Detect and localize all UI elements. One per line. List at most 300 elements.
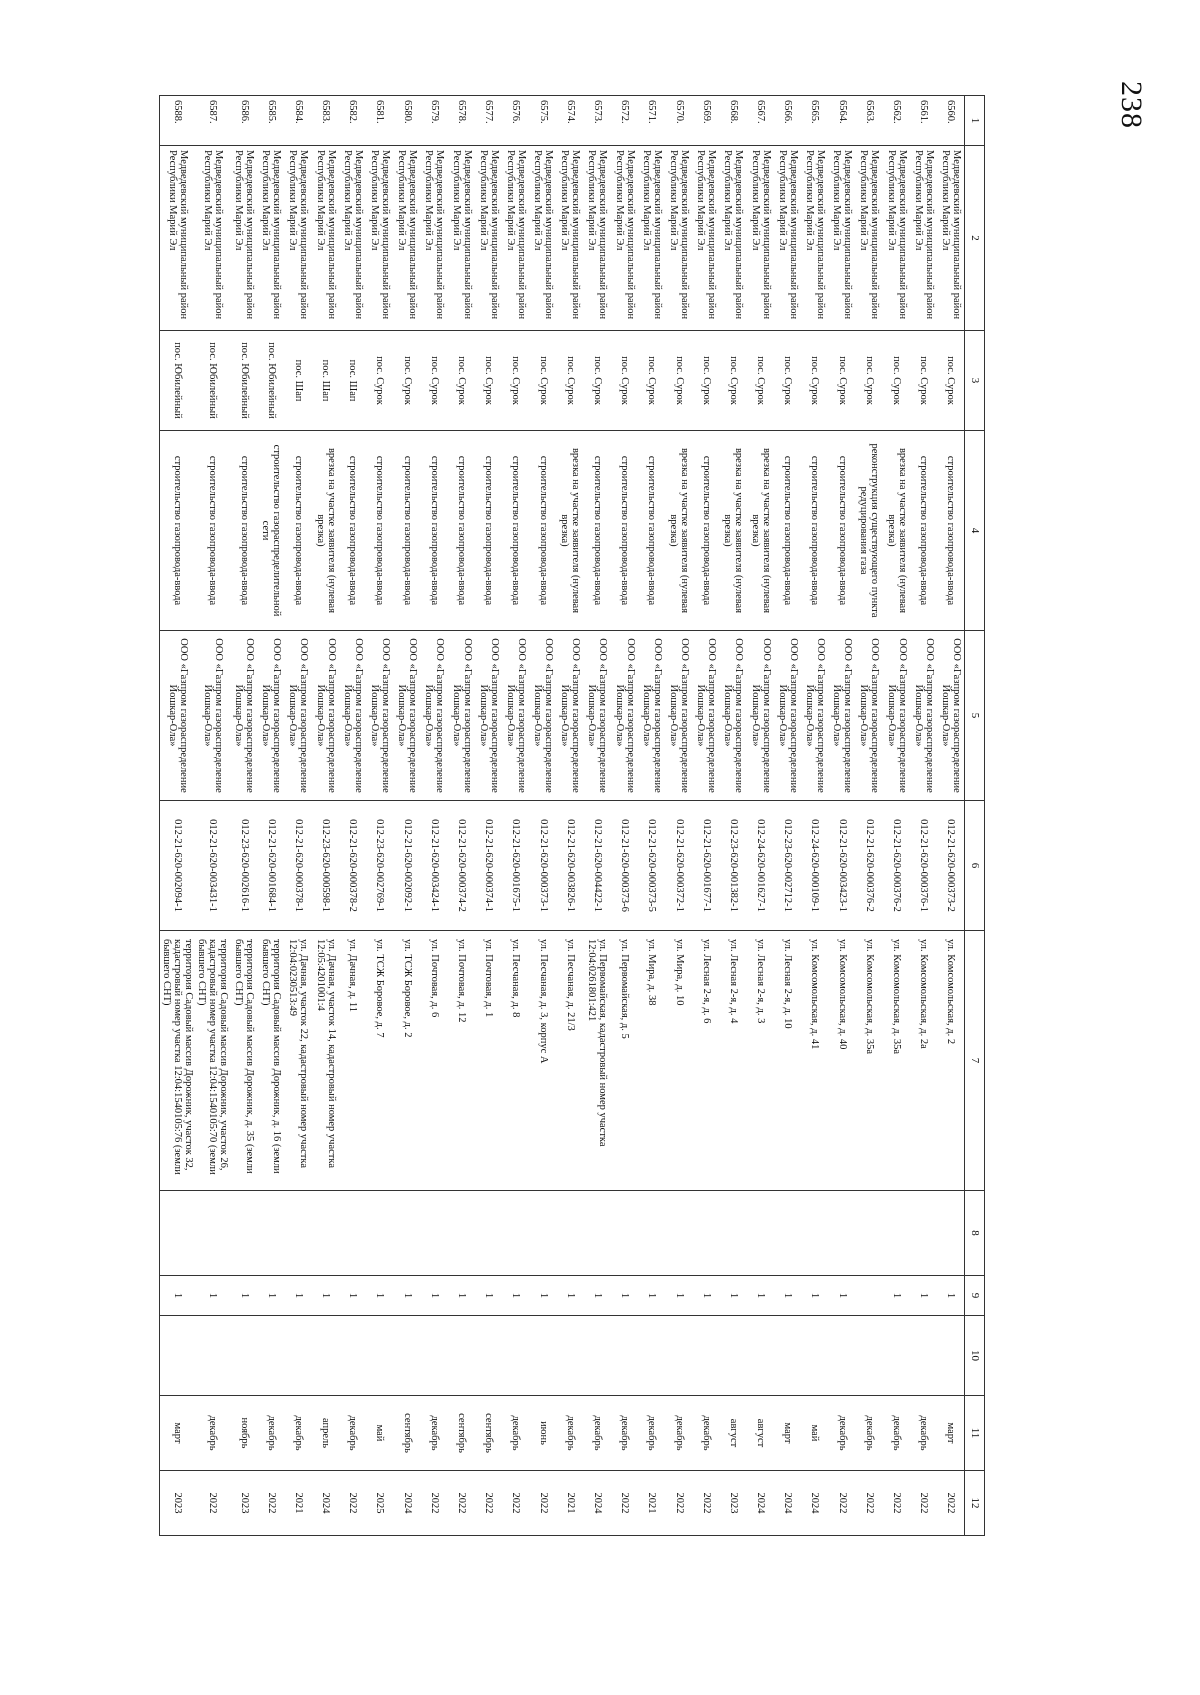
- cell-row-number: 6583.: [312, 96, 339, 146]
- cell-year: 2022: [937, 1471, 964, 1536]
- cell-row-number: 6563.: [856, 96, 883, 146]
- table-row: [665, 96, 692, 1536]
- cell-col-8: [665, 1191, 692, 1276]
- cell-year: 2022: [611, 1471, 638, 1536]
- cell-count: 1: [557, 1276, 584, 1316]
- cell-count: 1: [611, 1276, 638, 1316]
- cell-month: декабрь: [638, 1396, 665, 1471]
- column-number-1: 1: [965, 96, 985, 146]
- cell-month: декабрь: [665, 1396, 692, 1471]
- cell-row-number: 6562.: [883, 96, 910, 146]
- cell-address: ул. Песчаная, д. 8: [502, 931, 529, 1191]
- cell-work-type: строительство газопровода-ввода: [611, 431, 638, 631]
- cell-settlement: пос. Сурок: [829, 331, 856, 431]
- cell-row-number: 6584.: [285, 96, 312, 146]
- cell-work-type: строительство газопровода-ввода: [693, 431, 720, 631]
- cell-municipality: Медведевский муниципальный район Республики Марий Эл: [421, 146, 448, 331]
- cell-month: декабрь: [258, 1396, 285, 1471]
- cell-count: 1: [910, 1276, 937, 1316]
- cell-month: декабрь: [339, 1396, 366, 1471]
- cell-address: ул. Дачная, участок 22, кадастровый номер участка 12:04:0230513:49: [285, 931, 312, 1191]
- cell-application-number: 012-21-620-001675-1: [502, 801, 529, 931]
- cell-row-number: 6568.: [720, 96, 747, 146]
- cell-col-8: [856, 1191, 883, 1276]
- cell-col-8: [312, 1191, 339, 1276]
- cell-municipality: Медведевский муниципальный район Республики Марий Эл: [693, 146, 720, 331]
- cell-month: март: [937, 1396, 964, 1471]
- cell-work-type: врезка на участке заявителя (нулевая врезка): [883, 431, 910, 631]
- cell-work-type: врезка на участке заявителя (нулевая врезка): [747, 431, 774, 631]
- cell-organization: ООО «Газпром газораспределение Йошкар-Ола»: [611, 631, 638, 801]
- cell-application-number: 012-21-620-000373-6: [611, 801, 638, 931]
- cell-year: 2024: [747, 1471, 774, 1536]
- cell-count: 1: [937, 1276, 964, 1316]
- cell-address: ул. Комсомольская, д. 40: [829, 931, 856, 1191]
- cell-col-10: [258, 1316, 285, 1396]
- cell-col-8: [230, 1191, 257, 1276]
- cell-month: декабрь: [693, 1396, 720, 1471]
- cell-col-8: [285, 1191, 312, 1276]
- cell-count: 1: [693, 1276, 720, 1316]
- cell-work-type: строительство газопровода-ввода: [394, 431, 421, 631]
- cell-count: 1: [421, 1276, 448, 1316]
- cell-month: декабрь: [856, 1396, 883, 1471]
- cell-municipality: Медведевский муниципальный район Республики Марий Эл: [339, 146, 366, 331]
- cell-organization: ООО «Газпром газораспределение Йошкар-Ола»: [693, 631, 720, 801]
- table-row: [638, 96, 665, 1536]
- cell-settlement: пос. Сурок: [856, 331, 883, 431]
- cell-work-type: строительство газопровода-ввода: [829, 431, 856, 631]
- cell-municipality: Медведевский муниципальный район Республики Марий Эл: [160, 146, 196, 331]
- cell-address: ул. Мира, д. 38: [638, 931, 665, 1191]
- cell-row-number: 6560.: [937, 96, 964, 146]
- cell-municipality: Медведевский муниципальный район Республики Марий Эл: [910, 146, 937, 331]
- cell-year: 2024: [801, 1471, 828, 1536]
- cell-organization: ООО «Газпром газораспределение Йошкар-Ола»: [747, 631, 774, 801]
- cell-year: 2022: [530, 1471, 557, 1536]
- cell-work-type: строительство газопровода-ввода: [160, 431, 196, 631]
- cell-settlement: пос. Сурок: [693, 331, 720, 431]
- cell-settlement: пос. Сурок: [883, 331, 910, 431]
- cell-municipality: Медведевский муниципальный район Республики Марий Эл: [801, 146, 828, 331]
- cell-row-number: 6585.: [258, 96, 285, 146]
- table-row: [421, 96, 448, 1536]
- cell-year: 2023: [720, 1471, 747, 1536]
- cell-address: ул. Дачная, участок 14, кадастровый номер участка 12:05:4201001:4: [312, 931, 339, 1191]
- cell-col-8: [693, 1191, 720, 1276]
- cell-col-10: [160, 1316, 196, 1396]
- cell-work-type: реконструкция существующего пункта редуцирования газа: [856, 431, 883, 631]
- cell-organization: ООО «Газпром газораспределение Йошкар-Ола»: [584, 631, 611, 801]
- cell-municipality: Медведевский муниципальный район Республики Марий Эл: [720, 146, 747, 331]
- cell-month: декабрь: [421, 1396, 448, 1471]
- cell-year: 2023: [160, 1471, 196, 1536]
- cell-col-10: [502, 1316, 529, 1396]
- cell-settlement: пос. Сурок: [720, 331, 747, 431]
- table-row: [856, 96, 883, 1536]
- cell-month: август: [720, 1396, 747, 1471]
- table-row: [611, 96, 638, 1536]
- table-row: [557, 96, 584, 1536]
- cell-row-number: 6579.: [421, 96, 448, 146]
- cell-organization: ООО «Газпром газораспределение Йошкар-Ола»: [475, 631, 502, 801]
- cell-municipality: Медведевский муниципальный район Республики Марий Эл: [502, 146, 529, 331]
- cell-month: декабрь: [502, 1396, 529, 1471]
- cell-settlement: пос. Сурок: [937, 331, 964, 431]
- cell-organization: ООО «Газпром газораспределение Йошкар-Ола»: [829, 631, 856, 801]
- cell-month: декабрь: [285, 1396, 312, 1471]
- cell-organization: ООО «Газпром газораспределение Йошкар-Ола»: [774, 631, 801, 801]
- cell-settlement: пос. Сурок: [557, 331, 584, 431]
- cell-application-number: 012-21-620-000373-1: [530, 801, 557, 931]
- table-row: [195, 96, 230, 1536]
- cell-col-8: [801, 1191, 828, 1276]
- cell-year: 2022: [195, 1471, 230, 1536]
- cell-address: ул. Почтовая, д. 12: [448, 931, 475, 1191]
- cell-col-10: [747, 1316, 774, 1396]
- cell-col-8: [557, 1191, 584, 1276]
- cell-col-8: [448, 1191, 475, 1276]
- table-row: [312, 96, 339, 1536]
- cell-month: март: [774, 1396, 801, 1471]
- cell-col-10: [475, 1316, 502, 1396]
- cell-address: ул. Комсомольская, д. 41: [801, 931, 828, 1191]
- cell-count: [856, 1276, 883, 1316]
- cell-col-8: [584, 1191, 611, 1276]
- column-number-10: 10: [965, 1316, 985, 1396]
- cell-col-8: [502, 1191, 529, 1276]
- cell-work-type: врезка на участке заявителя (нулевая врезка): [312, 431, 339, 631]
- cell-col-10: [774, 1316, 801, 1396]
- cell-count: 1: [448, 1276, 475, 1316]
- cell-address: ул. Песчаная, д. 3, корпус А: [530, 931, 557, 1191]
- rotated-table-container: [161, 95, 985, 1535]
- cell-count: 1: [312, 1276, 339, 1316]
- table-row: [584, 96, 611, 1536]
- table-row: [801, 96, 828, 1536]
- cell-settlement: пос. Сурок: [910, 331, 937, 431]
- cell-settlement: пос. Сурок: [421, 331, 448, 431]
- cell-col-10: [910, 1316, 937, 1396]
- cell-col-8: [160, 1191, 196, 1276]
- cell-application-number: 012-21-620-000374-1: [475, 801, 502, 931]
- cell-work-type: строительство газопровода-ввода: [502, 431, 529, 631]
- table-row: [829, 96, 856, 1536]
- cell-count: 1: [774, 1276, 801, 1316]
- cell-organization: ООО «Газпром газораспределение Йошкар-Ола»: [638, 631, 665, 801]
- cell-application-number: 012-23-620-002616-1: [230, 801, 257, 931]
- cell-municipality: Медведевский муниципальный район Республики Марий Эл: [530, 146, 557, 331]
- cell-col-10: [421, 1316, 448, 1396]
- cell-col-10: [693, 1316, 720, 1396]
- cell-work-type: строительство газопровода-ввода: [530, 431, 557, 631]
- cell-municipality: Медведевский муниципальный район Республики Марий Эл: [394, 146, 421, 331]
- cell-organization: ООО «Газпром газораспределение Йошкар-Ола»: [160, 631, 196, 801]
- cell-col-10: [720, 1316, 747, 1396]
- cell-row-number: 6577.: [475, 96, 502, 146]
- cell-count: 1: [801, 1276, 828, 1316]
- cell-month: август: [747, 1396, 774, 1471]
- cell-application-number: 012-21-620-000376-1: [910, 801, 937, 931]
- cell-count: 1: [394, 1276, 421, 1316]
- cell-count: 1: [230, 1276, 257, 1316]
- cell-settlement: пос. Юбилейный: [160, 331, 196, 431]
- table-row: [910, 96, 937, 1536]
- cell-row-number: 6565.: [801, 96, 828, 146]
- cell-application-number: 012-23-620-001382-1: [720, 801, 747, 931]
- cell-address: ул. Лесная 2-я, д. 6: [693, 931, 720, 1191]
- cell-work-type: врезка на участке заявителя (нулевая врезка): [557, 431, 584, 631]
- cell-row-number: 6561.: [910, 96, 937, 146]
- column-number-2: 2: [965, 146, 985, 331]
- cell-municipality: Медведевский муниципальный район Республики Марий Эл: [774, 146, 801, 331]
- cell-year: 2024: [312, 1471, 339, 1536]
- cell-municipality: Медведевский муниципальный район Республики Марий Эл: [611, 146, 638, 331]
- cell-municipality: Медведевский муниципальный район Республики Марий Эл: [312, 146, 339, 331]
- cell-work-type: строительство газопровода-ввода: [230, 431, 257, 631]
- cell-col-10: [448, 1316, 475, 1396]
- cell-row-number: 6575.: [530, 96, 557, 146]
- cell-month: сентябрь: [448, 1396, 475, 1471]
- cell-year: 2022: [693, 1471, 720, 1536]
- cell-month: декабрь: [910, 1396, 937, 1471]
- cell-application-number: 012-21-620-000372-1: [665, 801, 692, 931]
- cell-col-8: [366, 1191, 393, 1276]
- cell-col-10: [665, 1316, 692, 1396]
- cell-year: 2023: [230, 1471, 257, 1536]
- cell-month: май: [366, 1396, 393, 1471]
- cell-work-type: строительство газопровода-ввода: [638, 431, 665, 631]
- cell-address: территория Садовый массив Дорожник, д. 35 (земли бывшего СНТ): [230, 931, 257, 1191]
- cell-col-8: [530, 1191, 557, 1276]
- cell-col-8: [195, 1191, 230, 1276]
- cell-organization: ООО «Газпром газораспределение Йошкар-Ола»: [801, 631, 828, 801]
- cell-settlement: пос. Сурок: [475, 331, 502, 431]
- cell-row-number: 6564.: [829, 96, 856, 146]
- cell-col-8: [611, 1191, 638, 1276]
- table-row: [285, 96, 312, 1536]
- cell-count: 1: [584, 1276, 611, 1316]
- cell-address: ул. Дачная, д. 11: [339, 931, 366, 1191]
- table-body: [160, 96, 965, 1536]
- cell-address: ул. Лесная 2-я, д. 3: [747, 931, 774, 1191]
- cell-settlement: пос. Сурок: [502, 331, 529, 431]
- table-row: [774, 96, 801, 1536]
- cell-count: 1: [366, 1276, 393, 1316]
- cell-col-10: [856, 1316, 883, 1396]
- column-number-4: 4: [965, 431, 985, 631]
- cell-municipality: Медведевский муниципальный район Республики Марий Эл: [665, 146, 692, 331]
- cell-application-number: 012-21-620-000376-2: [883, 801, 910, 931]
- cell-work-type: врезка на участке заявителя (нулевая врезка): [720, 431, 747, 631]
- cell-year: 2021: [285, 1471, 312, 1536]
- cell-year: 2022: [475, 1471, 502, 1536]
- cell-settlement: пос. Сурок: [530, 331, 557, 431]
- cell-work-type: строительство газопровода-ввода: [801, 431, 828, 631]
- cell-settlement: пос. Юбилейный: [230, 331, 257, 431]
- cell-settlement: пос. Сурок: [366, 331, 393, 431]
- cell-organization: ООО «Газпром газораспределение Йошкар-Ола»: [312, 631, 339, 801]
- cell-col-10: [557, 1316, 584, 1396]
- cell-application-number: 012-21-620-000376-2: [856, 801, 883, 931]
- cell-application-number: 012-21-620-003424-1: [421, 801, 448, 931]
- cell-row-number: 6572.: [611, 96, 638, 146]
- cell-month: апрель: [312, 1396, 339, 1471]
- cell-col-10: [312, 1316, 339, 1396]
- cell-count: 1: [638, 1276, 665, 1316]
- cell-row-number: 6566.: [774, 96, 801, 146]
- table-row: [475, 96, 502, 1536]
- cell-month: март: [160, 1396, 196, 1471]
- cell-organization: ООО «Газпром газораспределение Йошкар-Ола»: [910, 631, 937, 801]
- cell-application-number: 012-21-620-003431-1: [195, 801, 230, 931]
- cell-count: 1: [475, 1276, 502, 1316]
- cell-address: ул. Песчаная, д. 21/3: [557, 931, 584, 1191]
- cell-application-number: 012-21-620-003826-1: [557, 801, 584, 931]
- cell-application-number: 012-21-620-000373-2: [937, 801, 964, 931]
- column-number-11: 11: [965, 1396, 985, 1471]
- cell-settlement: пос. Сурок: [638, 331, 665, 431]
- table-row: [937, 96, 964, 1536]
- cell-organization: ООО «Газпром газораспределение Йошкар-Ола»: [557, 631, 584, 801]
- cell-month: сентябрь: [475, 1396, 502, 1471]
- cell-organization: ООО «Газпром газораспределение Йошкар-Ола»: [883, 631, 910, 801]
- cell-count: 1: [160, 1276, 196, 1316]
- cell-settlement: пос. Шап: [285, 331, 312, 431]
- column-number-3: 3: [965, 331, 985, 431]
- cell-row-number: 6567.: [747, 96, 774, 146]
- cell-col-8: [339, 1191, 366, 1276]
- column-number-row: [965, 96, 985, 1536]
- cell-count: 1: [339, 1276, 366, 1316]
- cell-municipality: Медведевский муниципальный район Республики Марий Эл: [883, 146, 910, 331]
- cell-work-type: строительство газопровода-ввода: [421, 431, 448, 631]
- cell-col-10: [611, 1316, 638, 1396]
- cell-col-10: [195, 1316, 230, 1396]
- cell-organization: ООО «Газпром газораспределение Йошкар-Ола»: [937, 631, 964, 801]
- cell-count: 1: [502, 1276, 529, 1316]
- cell-col-8: [475, 1191, 502, 1276]
- cell-col-10: [937, 1316, 964, 1396]
- cell-work-type: строительство газопровода-ввода: [195, 431, 230, 631]
- cell-address: ул. Комсомольская, д. 2: [937, 931, 964, 1191]
- cell-month: сентябрь: [394, 1396, 421, 1471]
- cell-year: 2022: [856, 1471, 883, 1536]
- cell-work-type: строительство газопровода-ввода: [475, 431, 502, 631]
- cell-month: декабрь: [829, 1396, 856, 1471]
- column-number-5: 5: [965, 631, 985, 801]
- cell-municipality: Медведевский муниципальный район Республики Марий Эл: [448, 146, 475, 331]
- cell-application-number: 012-21-620-000373-5: [638, 801, 665, 931]
- cell-address: ул. Почтовая, д. 6: [421, 931, 448, 1191]
- cell-settlement: пос. Сурок: [801, 331, 828, 431]
- cell-application-number: 012-21-620-001684-1: [258, 801, 285, 931]
- table-row: [530, 96, 557, 1536]
- cell-col-10: [801, 1316, 828, 1396]
- cell-row-number: 6571.: [638, 96, 665, 146]
- cell-organization: ООО «Газпром газораспределение Йошкар-Ола»: [285, 631, 312, 801]
- cell-col-8: [747, 1191, 774, 1276]
- cell-address: ул. Первомайская, д. 5: [611, 931, 638, 1191]
- cell-row-number: 6569.: [693, 96, 720, 146]
- table-row: [448, 96, 475, 1536]
- cell-month: июнь: [530, 1396, 557, 1471]
- cell-count: 1: [530, 1276, 557, 1316]
- cell-address: ул. Лесная 2-я, д. 10: [774, 931, 801, 1191]
- table-row: [230, 96, 257, 1536]
- cell-col-8: [394, 1191, 421, 1276]
- cell-work-type: строительство газопровода-ввода: [339, 431, 366, 631]
- cell-year: 2024: [394, 1471, 421, 1536]
- column-number-9: 9: [965, 1276, 985, 1316]
- cell-row-number: 6580.: [394, 96, 421, 146]
- cell-col-10: [339, 1316, 366, 1396]
- cell-work-type: строительство газопровода-ввода: [285, 431, 312, 631]
- cell-settlement: пос. Сурок: [611, 331, 638, 431]
- cell-month: май: [801, 1396, 828, 1471]
- cell-count: 1: [747, 1276, 774, 1316]
- cell-col-10: [638, 1316, 665, 1396]
- cell-col-8: [937, 1191, 964, 1276]
- cell-row-number: 6588.: [160, 96, 196, 146]
- cell-col-8: [774, 1191, 801, 1276]
- cell-municipality: Медведевский муниципальный район Республики Марий Эл: [638, 146, 665, 331]
- cell-col-8: [421, 1191, 448, 1276]
- cell-application-number: 012-21-620-004422-1: [584, 801, 611, 931]
- cell-organization: ООО «Газпром газораспределение Йошкар-Ола»: [530, 631, 557, 801]
- cell-row-number: 6578.: [448, 96, 475, 146]
- cell-application-number: 012-23-620-002769-1: [366, 801, 393, 931]
- table-row: [160, 96, 196, 1536]
- cell-col-10: [829, 1316, 856, 1396]
- cell-address: ул. Мира, д. 10: [665, 931, 692, 1191]
- cell-year: 2022: [829, 1471, 856, 1536]
- cell-organization: ООО «Газпром газораспределение Йошкар-Ола»: [366, 631, 393, 801]
- cell-col-10: [285, 1316, 312, 1396]
- cell-municipality: Медведевский муниципальный район Республики Марий Эл: [747, 146, 774, 331]
- cell-application-number: 012-21-620-002092-1: [394, 801, 421, 931]
- table-row: [502, 96, 529, 1536]
- column-number-8: 8: [965, 1191, 985, 1276]
- cell-count: 1: [720, 1276, 747, 1316]
- cell-settlement: пос. Шап: [339, 331, 366, 431]
- cell-year: 2022: [339, 1471, 366, 1536]
- table-row: [720, 96, 747, 1536]
- cell-month: декабрь: [557, 1396, 584, 1471]
- cell-year: 2024: [774, 1471, 801, 1536]
- cell-col-10: [584, 1316, 611, 1396]
- cell-settlement: пос. Сурок: [747, 331, 774, 431]
- cell-address: ул. Первомайская, кадастровый номер участка 12:04:0261801:421: [584, 931, 611, 1191]
- table-row: [693, 96, 720, 1536]
- cell-month: декабрь: [883, 1396, 910, 1471]
- cell-municipality: Медведевский муниципальный район Республики Марий Эл: [937, 146, 964, 331]
- cell-organization: ООО «Газпром газораспределение Йошкар-Ола»: [258, 631, 285, 801]
- cell-col-8: [883, 1191, 910, 1276]
- cell-address: территория Садовый массив Дорожник, участок 26, кадастровый номер участка 12:04:1540105:70 (земли бывшего СНТ): [195, 931, 230, 1191]
- cell-address: ул. Комсомольская, д. 35а: [856, 931, 883, 1191]
- cell-count: 1: [829, 1276, 856, 1316]
- cell-col-10: [883, 1316, 910, 1396]
- cell-address: ул. Лесная 2-я, д. 4: [720, 931, 747, 1191]
- cell-row-number: 6570.: [665, 96, 692, 146]
- table-row: [366, 96, 393, 1536]
- cell-count: 1: [195, 1276, 230, 1316]
- cell-year: 2022: [258, 1471, 285, 1536]
- cell-settlement: пос. Сурок: [665, 331, 692, 431]
- cell-col-8: [638, 1191, 665, 1276]
- cell-organization: ООО «Газпром газораспределение Йошкар-Ола»: [502, 631, 529, 801]
